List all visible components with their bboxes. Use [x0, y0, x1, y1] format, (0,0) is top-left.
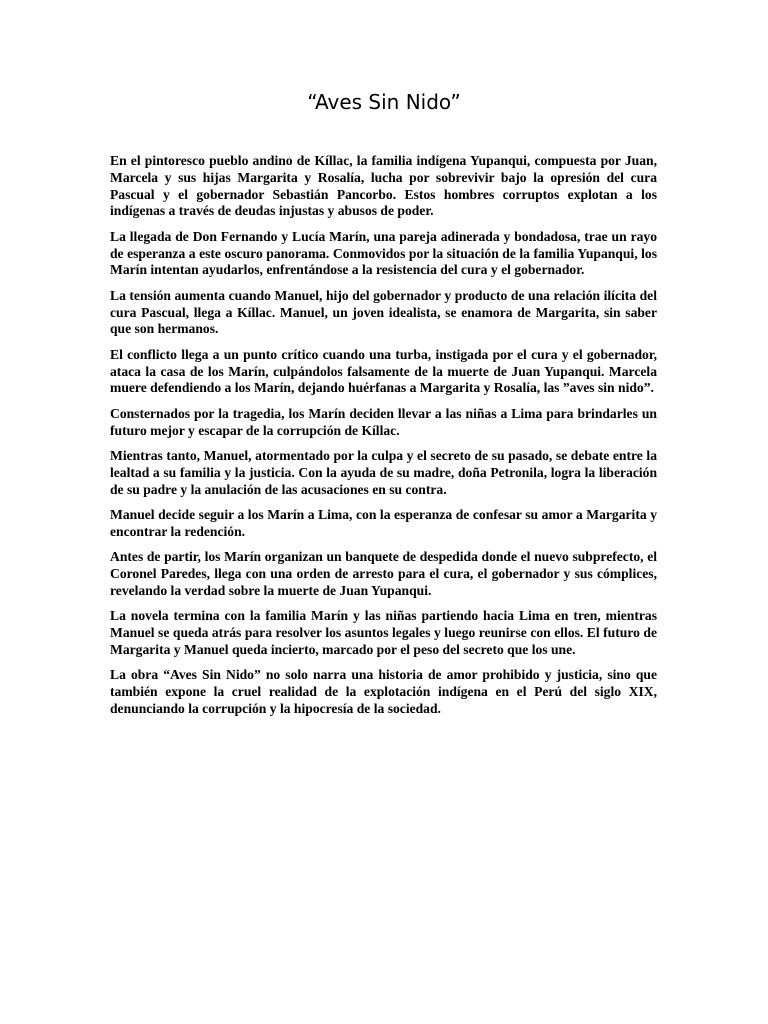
paragraph-4: El conflicto llega a un punto crítico cuando una turba, instigada por el cura y el gobernador, ataca la casa de los Marín, culpándolos falsamente de la muerte de Juan Yupanqui. Marcela muere defendiendo a los Marín, dejando huérfanas a Margarita y Rosalía, las ”aves sin nido”.: [110, 346, 657, 396]
document-title: “Aves Sin Nido”: [307, 90, 461, 114]
paragraph-6: Mientras tanto, Manuel, atormentado por la culpa y el secreto de su pasado, se debate entre la lealtad a su familia y la justicia. Con la ayuda de su madre, doña Petronila, logra la liberación de su padre y la anulación de las acusaciones en su contra.: [110, 447, 657, 497]
paragraph-1: En el pintoresco pueblo andino de Kíllac, la familia indígena Yupanqui, compuesta por Juan, Marcela y sus hijas Margarita y Rosalía, lucha por sobrevivir bajo la opresión del cura Pascual y el gobernador Sebastián Pancorbo. Estos hombres corruptos explotan a los indígenas a través de deudas injustas y abusos de poder.: [110, 153, 657, 219]
paragraph-2: La llegada de Don Fernando y Lucía Marín, una pareja adinerada y bondadosa, trae un rayo de esperanza a este oscuro panorama. Conmovidos por la situación de la familia Yupanqui, los Marín intentan ayudarlos, enfrentándose a la resistencia del cura y el gobernador.: [110, 228, 657, 278]
paragraph-7: Manuel decide seguir a los Marín a Lima, con la esperanza de confesar su amor a Margarita y encontrar la redención.: [110, 506, 657, 539]
paragraph-3: La tensión aumenta cuando Manuel, hijo del gobernador y producto de una relación ilícita del cura Pascual, llega a Kíllac. Manuel, un joven idealista, se enamora de Margarita, sin saber que son hermanos.: [110, 287, 657, 337]
paragraph-5: Consternados por la tragedia, los Marín deciden llevar a las niñas a Lima para brindarles un futuro mejor y escapar de la corrupción de Kíllac.: [110, 405, 657, 438]
paragraph-9: La novela termina con la familia Marín y las niñas partiendo hacia Lima en tren, mientras Manuel se queda atrás para resolver los asuntos legales y luego reunirse con ellos. El futuro de Margarita y Manuel queda incierto, marcado por el peso del secreto que los une.: [110, 608, 657, 657]
paragraph-10: La obra “Aves Sin Nido” no solo narra una historia de amor prohibido y justicia, sino que también expone la cruel realidad de la explotación indígena en el Perú del siglo XIX, denunciando la corrupción y la hipocresía de la sociedad.: [110, 667, 657, 716]
paragraph-8: Antes de partir, los Marín organizan un banquete de despedida donde el nuevo subprefecto, el Coronel Paredes, llega con una orden de arresto para el cura, el gobernador y sus cómplices, revelando la verdad sobre la muerte de Juan Yupanqui.: [110, 549, 657, 598]
document-body: [110, 153, 657, 726]
